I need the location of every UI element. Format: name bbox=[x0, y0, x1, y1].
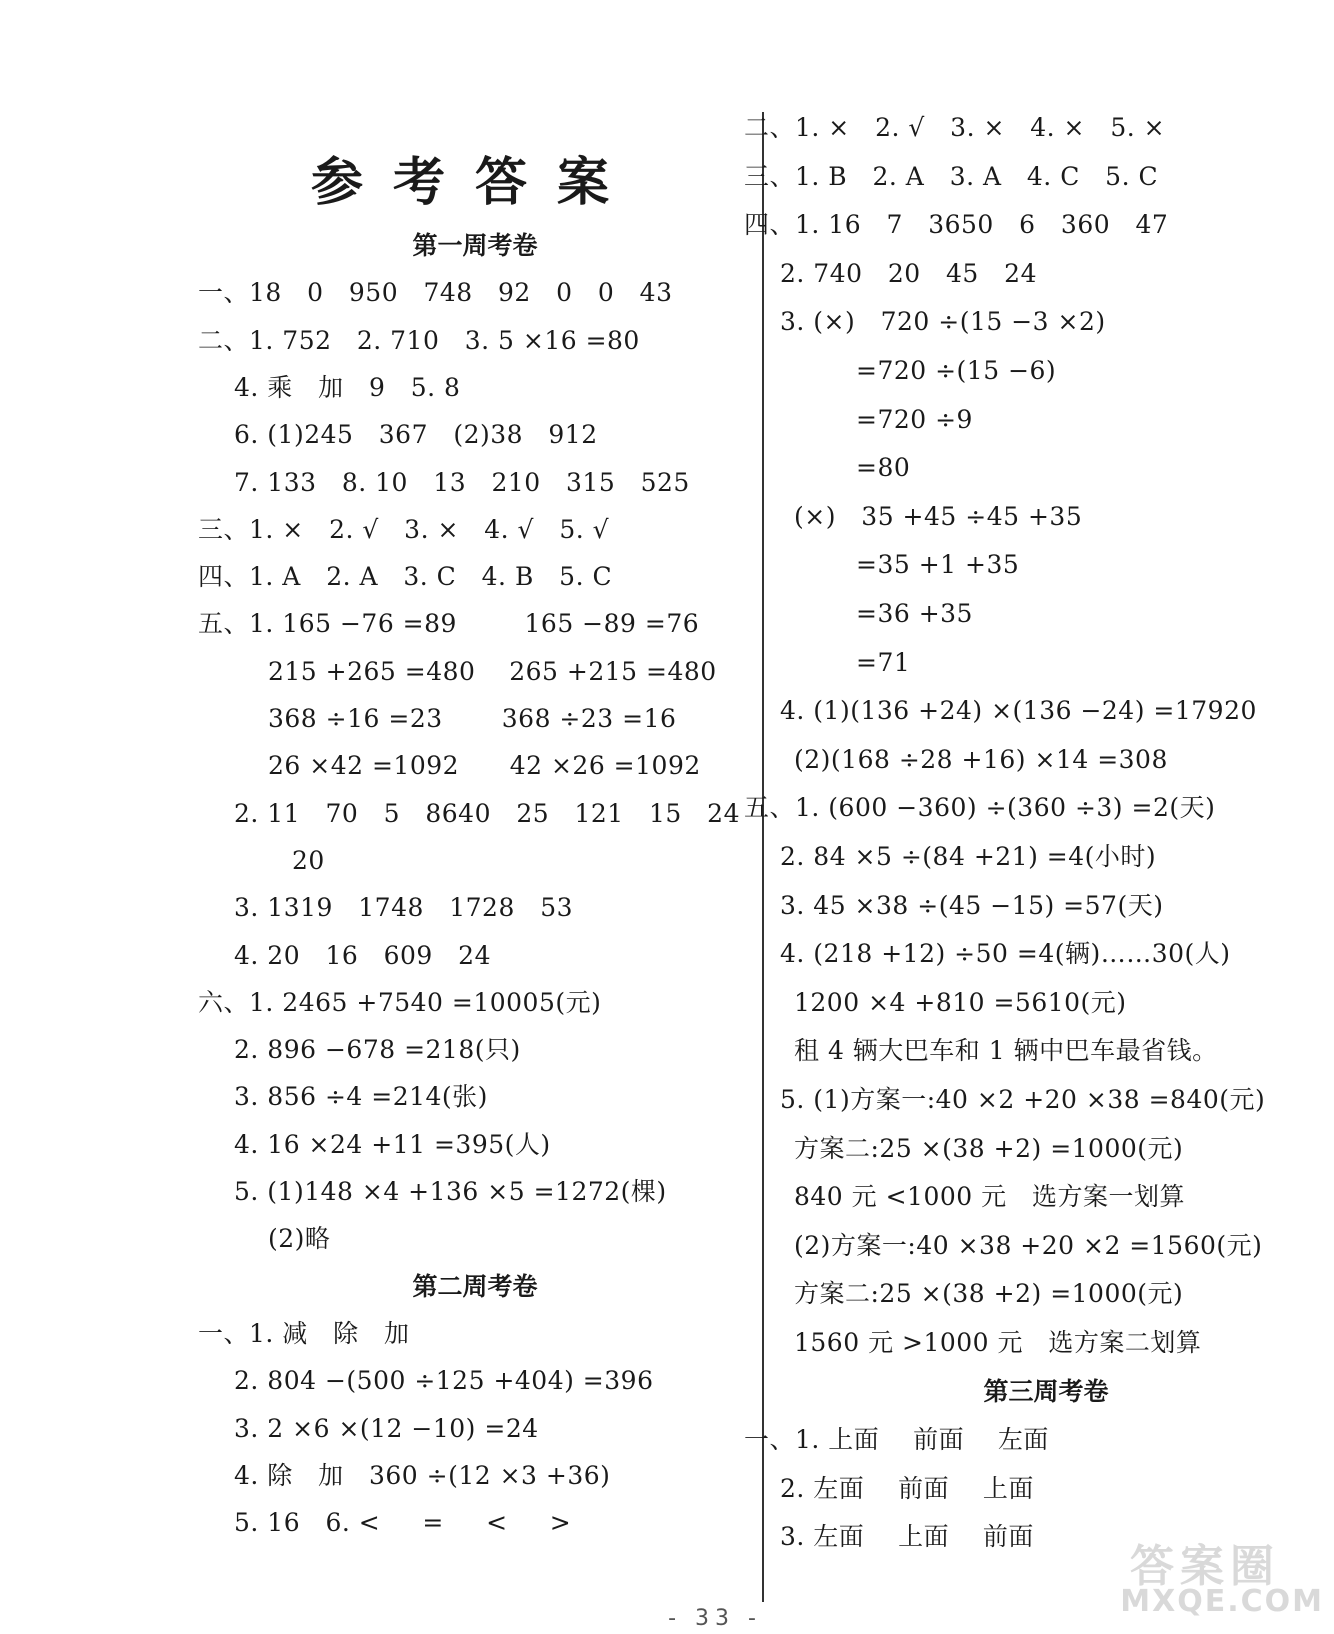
answer-line: 3. 856 ÷4 =214(张) bbox=[234, 1082, 488, 1112]
answer-line: 3. (×) 720 ÷(15 −3 ×2) bbox=[780, 307, 1106, 337]
watermark-logo bbox=[1034, 1526, 1324, 1626]
answer-line: =720 ÷9 bbox=[856, 404, 973, 434]
answer-line: 1560 元 >1000 元 选方案二划算 bbox=[794, 1328, 1202, 1357]
answer-line: (×) 35 +45 ÷45 +35 bbox=[794, 501, 1083, 531]
answer-line: 方案二:25 ×(38 +2) =1000(元) bbox=[794, 1279, 1184, 1309]
answer-line: 3. 2 ×6 ×(12 −10) =24 bbox=[234, 1413, 539, 1443]
answer-line: 4. 16 ×24 +11 =395(人) bbox=[234, 1129, 551, 1159]
answer-line: 5. 16 6. < = < > bbox=[234, 1508, 572, 1538]
answer-line: 4. 乘 加 9 5. 8 bbox=[234, 372, 461, 402]
answer-line: =36 +35 bbox=[856, 599, 973, 628]
watermark-en: MXQE.COM bbox=[1120, 1584, 1324, 1619]
answer-line: 6. (1)245 367 (2)38 912 bbox=[234, 420, 598, 450]
section-heading: 第三周考卷 bbox=[983, 1376, 1109, 1406]
answer-line: 五、1. 165 −76 =89 165 −89 =76 bbox=[198, 609, 700, 639]
answer-line: 一、1. 减 除 加 bbox=[198, 1318, 410, 1348]
answer-line: 六、1. 2465 +7540 =10005(元) bbox=[198, 987, 602, 1017]
answer-line: 2. 740 20 45 24 bbox=[780, 258, 1037, 288]
answer-line: 租 4 辆大巴车和 1 辆中巴车最省钱。 bbox=[794, 1036, 1218, 1066]
answer-line: 3. 1319 1748 1728 53 bbox=[234, 893, 574, 923]
answer-line: 2. 896 −678 =218(只) bbox=[234, 1035, 521, 1065]
answer-line: 4. (1)(136 +24) ×(136 −24) =17920 bbox=[780, 696, 1257, 726]
answer-line: 四、1. 16 7 3650 6 360 47 bbox=[744, 210, 1169, 240]
answer-line: 3. 45 ×38 ÷(45 −15) =57(天) bbox=[780, 890, 1164, 920]
answer-line: 368 ÷16 =23 368 ÷23 =16 bbox=[268, 704, 677, 733]
answer-line: (2)略 bbox=[268, 1224, 331, 1254]
answer-line: 4. 除 加 360 ÷(12 ×3 +36) bbox=[234, 1460, 611, 1490]
answer-line: 215 +265 =480 265 +215 =480 bbox=[268, 656, 717, 686]
section-heading: 第二周考卷 bbox=[412, 1271, 538, 1301]
answer-line: 一、18 0 950 748 92 0 0 43 bbox=[198, 278, 673, 308]
answer-line: 一、1. 上面 前面 左面 bbox=[744, 1425, 1049, 1455]
watermark-cn: 答案圈 bbox=[1130, 1541, 1280, 1592]
answer-line: 5. (1)方案一:40 ×2 +20 ×38 =840(元) bbox=[780, 1085, 1266, 1114]
answer-line: 5. (1)148 ×4 +136 ×5 =1272(棵) bbox=[234, 1177, 667, 1206]
answer-line: 4. 20 16 609 24 bbox=[234, 940, 491, 970]
answer-line: 3. 左面 上面 前面 bbox=[780, 1522, 1034, 1552]
answer-line: =35 +1 +35 bbox=[856, 550, 1020, 580]
answer-line: 2. 左面 前面 上面 bbox=[780, 1473, 1034, 1503]
answer-line: =71 bbox=[856, 647, 911, 677]
answer-line: 26 ×42 =1092 42 ×26 =1092 bbox=[268, 751, 701, 781]
answer-line: 三、1. × 2. √ 3. × 4. √ 5. √ bbox=[198, 514, 610, 544]
answer-line: 2. 84 ×5 ÷(84 +21) =4(小时) bbox=[780, 842, 1157, 871]
answer-line: 三、1. B 2. A 3. A 4. C 5. C bbox=[744, 161, 1159, 191]
answer-line: 四、1. A 2. A 3. C 4. B 5. C bbox=[198, 562, 613, 592]
answer-line: 840 元 <1000 元 选方案一划算 bbox=[794, 1182, 1185, 1212]
answer-line: 二、1. 752 2. 710 3. 5 ×16 =80 bbox=[198, 325, 640, 355]
answer-line: 7. 133 8. 10 13 210 315 525 bbox=[234, 467, 690, 497]
page-number: - 33 - bbox=[668, 1606, 762, 1631]
answer-line: 20 bbox=[292, 845, 325, 875]
answer-line: 五、1. (600 −360) ÷(360 ÷3) =2(天) bbox=[744, 793, 1216, 823]
answer-line: =80 bbox=[856, 453, 911, 483]
answer-line: (2)(168 ÷28 +16) ×14 =308 bbox=[794, 744, 1168, 774]
column-divider bbox=[762, 112, 764, 1602]
answer-line: 2. 804 −(500 ÷125 +404) =396 bbox=[234, 1366, 654, 1396]
answer-line: 二、1. × 2. √ 3. × 4. × 5. × bbox=[744, 113, 1166, 142]
answer-line: 1200 ×4 +810 =5610(元) bbox=[794, 987, 1127, 1017]
answer-line: =720 ÷(15 −6) bbox=[856, 356, 1057, 385]
answer-line: 4. (218 +12) ÷50 =4(辆)……30(人) bbox=[780, 939, 1231, 969]
answer-line: (2)方案一:40 ×38 +20 ×2 =1560(元) bbox=[794, 1230, 1263, 1260]
page-title: 参考答案 bbox=[310, 152, 639, 213]
section-heading: 第一周考卷 bbox=[412, 231, 538, 260]
answer-line: 方案二:25 ×(38 +2) =1000(元) bbox=[794, 1133, 1184, 1163]
answer-line: 2. 11 70 5 8640 25 121 15 24 bbox=[234, 798, 740, 828]
